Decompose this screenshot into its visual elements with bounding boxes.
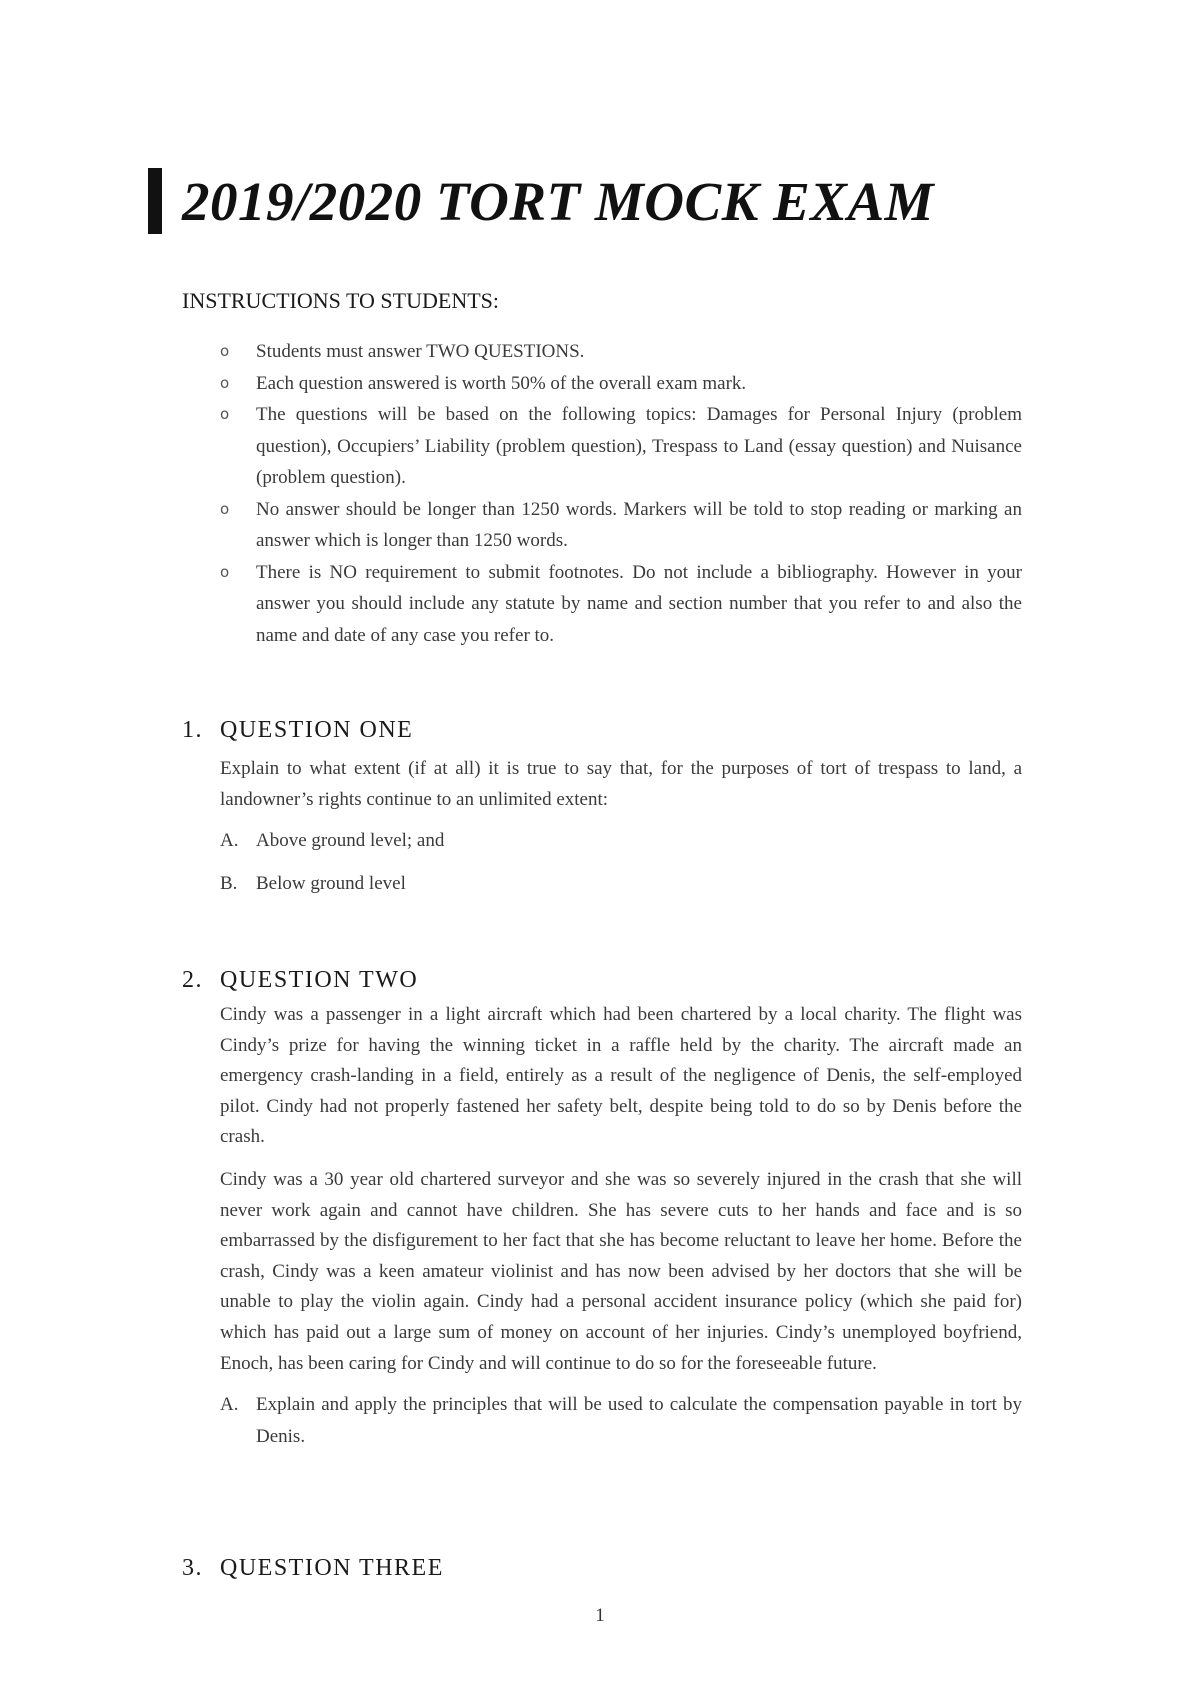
title-accent-bar — [148, 168, 162, 234]
question-heading — [182, 712, 1022, 748]
question-number: 1. — [182, 717, 203, 743]
part-text: Above ground level; and — [256, 830, 445, 852]
bullet-icon: o — [220, 373, 230, 392]
instruction-item — [182, 557, 1022, 652]
question-paragraph: Cindy was a 30 year old chartered surveyor and she was so severely injured in the crash that she will never work again and cannot have children. She has severe cuts to her hands and face and is so embarrassed by the disfigurement to her fact that she has become reluctant to leave her home. Before the crash, Cindy was a keen amateur violinist and has now been advised by her doctors that she will be unable to play the violin again. Cindy had a personal accident insurance policy (which she paid for) which has paid out a large sum of money on account of her injuries. Cindy’s unemployed boyfriend, Enoch, has been caring for Cindy and will continue to do so for the foreseeable future. — [220, 1168, 1022, 1374]
question-heading — [182, 962, 1022, 998]
instruction-text: Each question answered is worth 50% of the overall exam mark. — [256, 372, 747, 394]
instruction-item — [182, 336, 1022, 368]
question-title: QUESTION ONE — [220, 717, 414, 743]
question-part — [220, 1389, 1022, 1452]
question-three-section — [182, 1550, 1022, 1586]
bullet-icon: o — [220, 405, 230, 423]
bullet-icon: o — [220, 342, 230, 360]
question-parts — [220, 1389, 1022, 1452]
question-body — [220, 754, 1022, 899]
part-label: A. — [220, 1394, 239, 1416]
instruction-text: The questions will be based on the following topics: Damages for Personal Injury (problem question), Occupiers’ Liability (problem question), Trespass to Land (essay question) and Nuisance (problem question). — [256, 404, 1022, 488]
instruction-item — [182, 494, 1022, 557]
question-two-section — [182, 962, 1022, 1452]
instruction-item — [182, 399, 1022, 494]
question-one-section — [182, 712, 1022, 899]
instruction-item — [182, 368, 1022, 400]
instruction-text: No answer should be longer than 1250 words. Markers will be told to stop reading or marking an answer which is longer than 1250 words. — [256, 498, 1022, 551]
bullet-icon: o — [220, 499, 230, 518]
question-parts — [220, 825, 1022, 899]
title-block — [148, 168, 934, 234]
part-text: Explain and apply the principles that will be used to calculate the compensation payable in tort by Denis. — [256, 1394, 1022, 1447]
page-title: 2019/2020 TORT MOCK EXAM — [182, 170, 935, 232]
instructions-list — [182, 336, 1022, 651]
part-text: Below ground level — [256, 872, 406, 894]
page-number: 1 — [595, 1605, 605, 1626]
part-label: B. — [220, 872, 238, 894]
question-number: 3. — [182, 1555, 203, 1581]
instruction-text: Students must answer TWO QUESTIONS. — [256, 341, 585, 362]
instructions-heading: INSTRUCTIONS TO STUDENTS: — [182, 288, 499, 313]
question-part — [220, 825, 1022, 857]
question-title: QUESTION TWO — [220, 967, 419, 993]
question-number: 2. — [182, 967, 203, 993]
instruction-text: There is NO requirement to submit footnotes. Do not include a bibliography. However in your answer you should include any statute by name and section number that you refer to and also the name and date of any case you refer to. — [256, 561, 1022, 646]
part-label: A. — [220, 830, 239, 852]
bullet-icon: o — [220, 562, 230, 581]
question-paragraph: Cindy was a passenger in a light aircraft which had been chartered by a local charity. The flight was Cindy’s prize for having the winning ticket in a raffle held by the charity. The aircraft made an emergency crash-landing in a field, entirely as a result of the negligence of Denis, the self-employed pilot. Cindy had not properly fastened her safety belt, despite being told to do so by Denis before the crash. — [220, 1004, 1022, 1148]
question-paragraph: Explain to what extent (if at all) it is true to say that, for the purposes of tort of trespass to land, a landowner’s rights continue to an unlimited extent: — [220, 758, 1022, 810]
question-heading — [182, 1550, 1022, 1586]
question-part — [220, 868, 1022, 900]
question-title: QUESTION THREE — [220, 1555, 444, 1581]
question-body — [220, 1000, 1022, 1452]
